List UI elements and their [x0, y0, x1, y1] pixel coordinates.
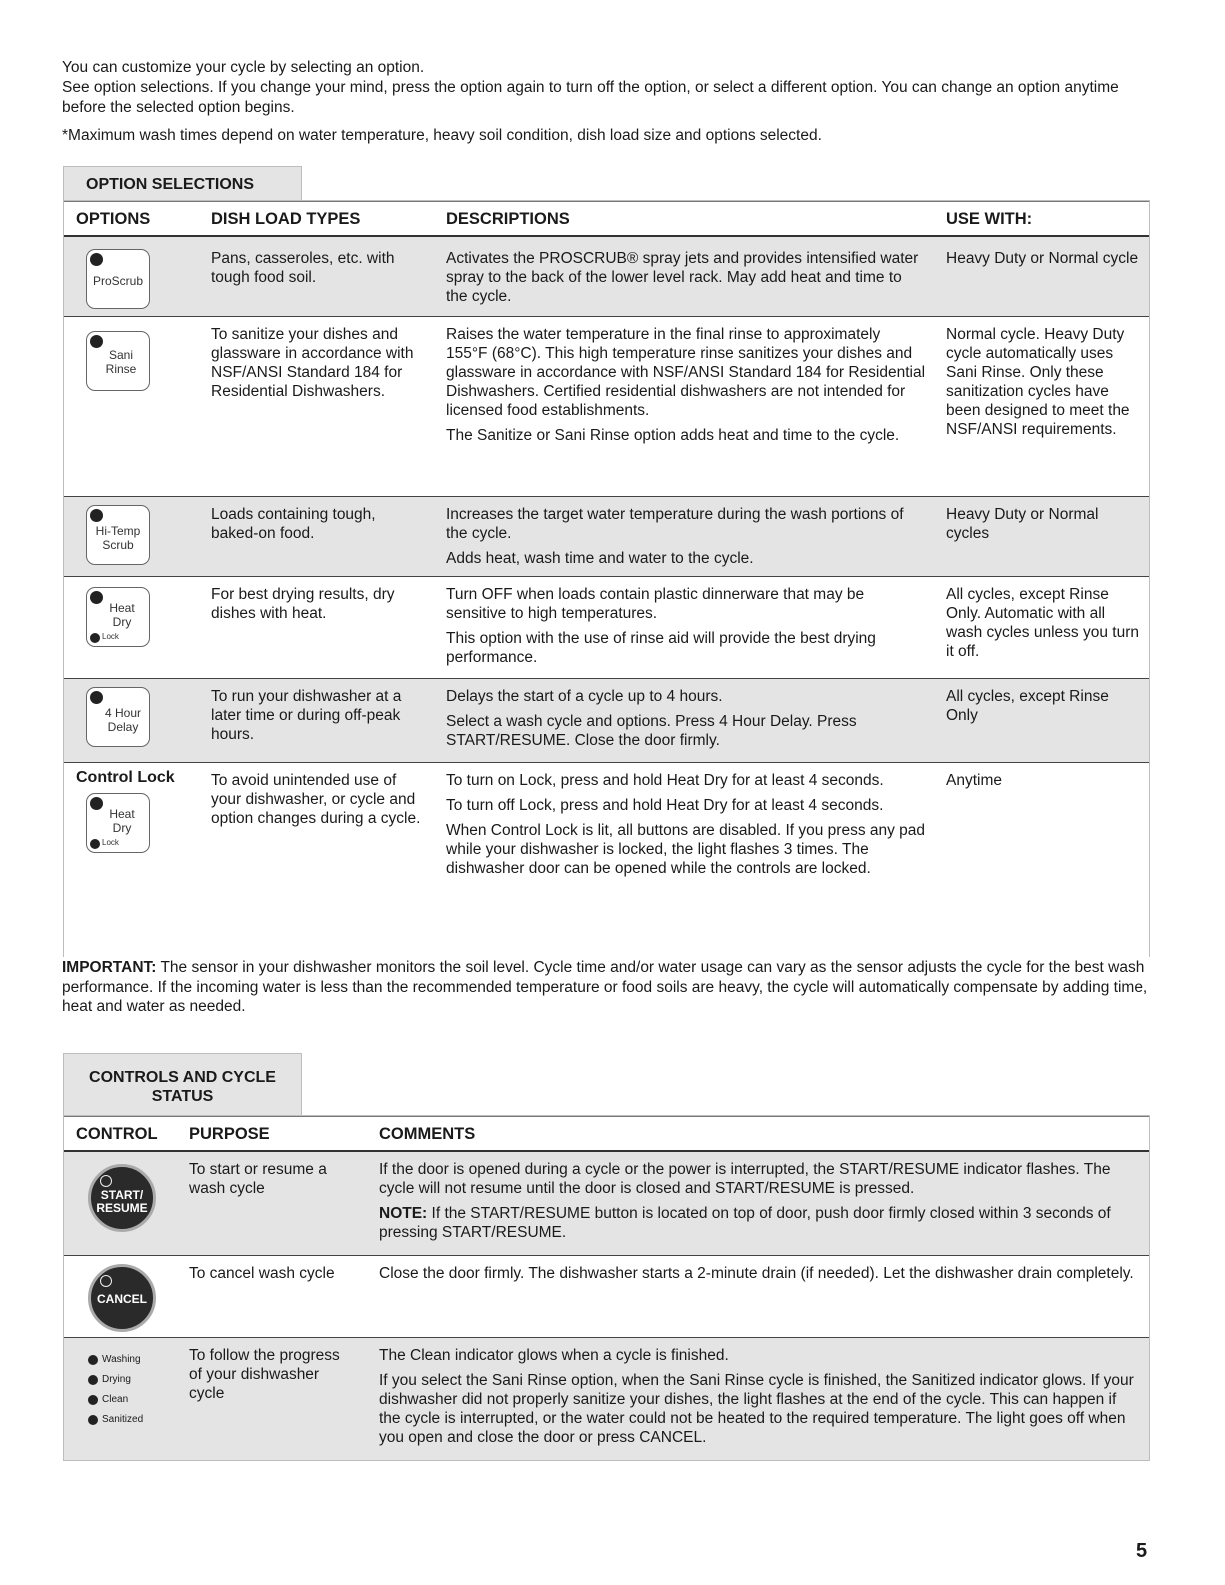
cancel-purpose: To cancel wash cycle	[189, 1265, 335, 1282]
cancel-comment: Close the door firmly. The dishwasher starts a 2-minute drain (if needed). Let the dishwasher drain completely.	[379, 1265, 1134, 1282]
header-descriptions: DESCRIPTIONS	[446, 210, 570, 228]
intro-text	[62, 58, 1162, 146]
cycle-status-indicators	[88, 1350, 143, 1430]
header-options: OPTIONS	[76, 210, 151, 228]
intro-line-1: You can customize your cycle by selecting an option.	[62, 59, 425, 76]
control-lock-title: Control Lock	[76, 769, 175, 786]
header-comments: COMMENTS	[379, 1125, 476, 1143]
heat-dry-description: Turn OFF when loads contain plastic dinnerware that may be sensitive to high temperatures. This option with the use of rinse aid will provide the best drying performance.	[446, 586, 876, 666]
four-hour-delay-use-with: All cycles, except Rinse Only	[946, 688, 1109, 724]
intro-note: *Maximum wash times depend on water temperature, heavy soil condition, dish load size and options selected.	[62, 127, 822, 144]
header-control: CONTROL	[76, 1125, 158, 1143]
option-row-heat-dry	[64, 577, 1149, 679]
hi-temp-scrub-load: Loads containing tough, baked-on food.	[211, 506, 376, 542]
option-selections-tab	[63, 166, 302, 201]
cycle-status-purpose: To follow the progress of your dishwasher cycle	[189, 1347, 340, 1402]
header-dish-load-types: DISH LOAD TYPES	[211, 210, 361, 228]
control-lock-use-with: Anytime	[946, 772, 1002, 789]
proscrub-load: Pans, casseroles, etc. with tough food soil.	[211, 250, 395, 286]
proscrub-description: Activates the PROSCRUB® spray jets and provides intensified water spray to the back of the lower level rack. May add heat and time to the cycle.	[446, 250, 919, 305]
sani-rinse-button-icon: Sani Rinse	[86, 331, 150, 391]
status-washing: Washing	[88, 1350, 143, 1370]
intro-line-2: See option selections. If you change your mind, press the option again to turn off the option, or select a different option. You can change an option anytime before the selected option begins.	[62, 79, 1119, 116]
header-purpose: PURPOSE	[189, 1125, 270, 1143]
important-note	[62, 958, 1152, 1017]
option-row-proscrub	[64, 237, 1149, 317]
hi-temp-scrub-description: Increases the target water temperature during the wash portions of the cycle. Adds heat, wash time and water to the cycle.	[446, 506, 904, 567]
page-number: 5	[1136, 1540, 1148, 1562]
options-header-row	[64, 201, 1149, 237]
option-row-4-hour-delay	[64, 679, 1149, 763]
option-row-hi-temp-scrub	[64, 497, 1149, 577]
four-hour-delay-button-icon: 4 Hour Delay	[86, 687, 150, 747]
proscrub-use-with: Heavy Duty or Normal cycle	[946, 250, 1139, 267]
important-text: The sensor in your dishwasher monitors the soil level. Cycle time and/or water usage can vary as the sensor adjusts the cycle for the best wash performance. If the incoming water is less than the recommended temperature or food soils are heavy, the cycle will automatically compensate by adding time, heat and water as needed.	[62, 959, 1148, 1015]
status-clean: Clean	[88, 1390, 143, 1410]
cycle-status-comment: The Clean indicator glows when a cycle is finished. If you select the Sani Rinse option, when the Sani Rinse cycle is finished, the Sanitized indicator glows. If your dishwasher did not properly sanitize your dishes, the light flashes at the end of the cycle. This can happen if the cycle is interrupted, or the water could not be heated to the required temperature. The light goes off when you open and close the door or press CANCEL.	[379, 1347, 1134, 1446]
controls-cycle-status-tab	[63, 1053, 302, 1116]
heat-dry-use-with: All cycles, except Rinse Only. Automatic with all wash cycles unless you turn it off.	[946, 586, 1139, 660]
heat-dry-button-icon: Heat Dry Lock	[86, 587, 150, 647]
header-use-with: USE WITH:	[946, 210, 1033, 228]
sani-rinse-load: To sanitize your dishes and glassware in accordance with NSF/ANSI Standard 184 for Residential Dishwashers.	[211, 326, 414, 400]
controls-cycle-status-table	[63, 1115, 1150, 1461]
status-drying: Drying	[88, 1370, 143, 1390]
hi-temp-scrub-use-with: Heavy Duty or Normal cycles	[946, 506, 1099, 542]
four-hour-delay-description: Delays the start of a cycle up to 4 hours. Select a wash cycle and options. Press 4 Hour Delay. Press START/RESUME. Close the door firmly.	[446, 688, 857, 749]
four-hour-delay-load: To run your dishwasher at a later time or during off-peak hours.	[211, 688, 402, 743]
cancel-button-icon: CANCEL	[88, 1264, 156, 1332]
control-row-start-resume	[64, 1152, 1149, 1256]
start-resume-button-icon: START/ RESUME	[88, 1164, 156, 1232]
controls-header-row	[64, 1116, 1149, 1152]
option-selections-table	[63, 200, 1150, 957]
proscrub-button-icon: ProScrub	[86, 249, 150, 309]
control-row-cancel	[64, 1256, 1149, 1338]
option-row-control-lock	[64, 763, 1149, 957]
sani-rinse-use-with: Normal cycle. Heavy Duty cycle automatically uses Sani Rinse. Only these sanitization cycles have been designed to meet the NSF/ANSI requirements.	[946, 326, 1130, 438]
hi-temp-scrub-button-icon: Hi-Temp Scrub	[86, 505, 150, 565]
control-lock-description: To turn on Lock, press and hold Heat Dry for at least 4 seconds. To turn off Lock, press and hold Heat Dry for at least 4 seconds. When Control Lock is lit, all buttons are disabled. If you press any pad while your dishwasher is locked, the light flashes 3 times. The dishwasher door can be opened while the controls are locked.	[446, 772, 926, 877]
control-lock-load: To avoid unintended use of your dishwasher, or cycle and option changes during a cycle.	[211, 772, 421, 827]
heat-dry-lock-button-icon: Heat Dry Lock	[86, 793, 150, 853]
controls-cycle-status-title: CONTROLS AND CYCLE STATUS	[89, 1069, 276, 1105]
heat-dry-load: For best drying results, dry dishes with heat.	[211, 586, 395, 622]
important-label: IMPORTANT:	[62, 959, 157, 976]
sani-rinse-description: Raises the water temperature in the final rinse to approximately 155°F (68°C). This high temperature rinse sanitizes your dishes and glassware in accordance with NSF/ANSI Standard 184 for Residential Dishwashers. Certified residential dishwashers are not intended for licensed food establishments. The Sanitize or Sani Rinse option adds heat and time to the cycle.	[446, 326, 926, 444]
option-selections-title: OPTION SELECTIONS	[86, 176, 255, 193]
start-resume-comment: If the door is opened during a cycle or the power is interrupted, the START/RESUME indicator flashes. The cycle will not resume until the door is closed and START/RESUME is pressed. NOTE: If the START/RESUME button is located on top of door, push door firmly closed within 3 seconds of pressing START/RESUME.	[379, 1161, 1111, 1241]
option-row-sani-rinse	[64, 317, 1149, 497]
status-sanitized: Sanitized	[88, 1410, 143, 1430]
control-row-cycle-status	[64, 1338, 1149, 1460]
start-resume-purpose: To start or resume a wash cycle	[189, 1161, 327, 1197]
